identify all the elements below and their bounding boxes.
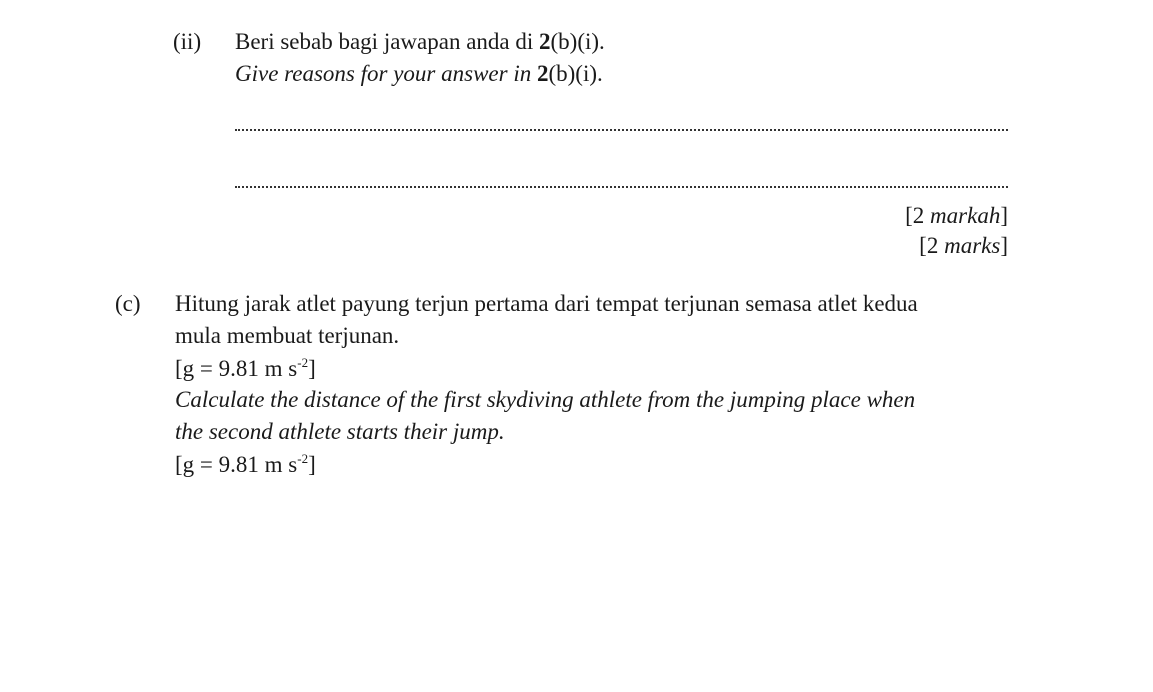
question-c-english-line2: the second athlete starts their jump. — [175, 419, 505, 444]
question-ref-rest-english: (b)(i). — [548, 61, 603, 86]
given-gravity-exponent: -2 — [297, 355, 309, 370]
question-c-malay-line1: Hitung jarak atlet payung terjun pertama dari tempat terjunan semasa atlet kedua — [175, 291, 918, 316]
question-text-english — [235, 62, 603, 85]
question-ref-number-english: 2 — [536, 61, 549, 86]
marks-english-word: marks — [944, 233, 1001, 258]
given-gravity-english — [175, 453, 316, 476]
marks-english — [919, 234, 1008, 257]
answer-line-2[interactable] — [235, 186, 1008, 188]
marks-english-open: [2 — [919, 233, 945, 258]
subquestion-label-ii: (ii) — [173, 29, 202, 54]
given-gravity-close: ] — [308, 356, 316, 381]
given-gravity-close-2: ] — [308, 452, 316, 477]
question-text-malay-prefix: Beri sebab bagi jawapan anda di — [235, 29, 539, 54]
marks-english-close: ] — [1000, 233, 1008, 258]
question-ref-number: 2 — [539, 29, 551, 54]
question-c-english-line1: Calculate the distance of the first skydiving athlete from the jumping place when — [175, 387, 916, 412]
given-gravity-base-2: [g = 9.81 m s — [175, 452, 298, 477]
question-label-c: (c) — [115, 291, 141, 316]
marks-malay-open: [2 — [905, 203, 931, 228]
marks-malay — [905, 204, 1008, 227]
question-text-malay — [235, 30, 605, 53]
given-gravity-exponent-2: -2 — [297, 451, 309, 466]
given-gravity-malay — [175, 357, 316, 380]
question-c-malay-line2: mula membuat terjunan. — [175, 323, 400, 348]
marks-malay-close: ] — [1000, 203, 1008, 228]
question-ref-rest: (b)(i). — [550, 29, 605, 54]
answer-line-1[interactable] — [235, 129, 1008, 131]
question-text-english-prefix: Give reasons for your answer in — [235, 61, 537, 86]
given-gravity-base: [g = 9.81 m s — [175, 356, 298, 381]
marks-malay-word: markah — [930, 203, 1001, 228]
